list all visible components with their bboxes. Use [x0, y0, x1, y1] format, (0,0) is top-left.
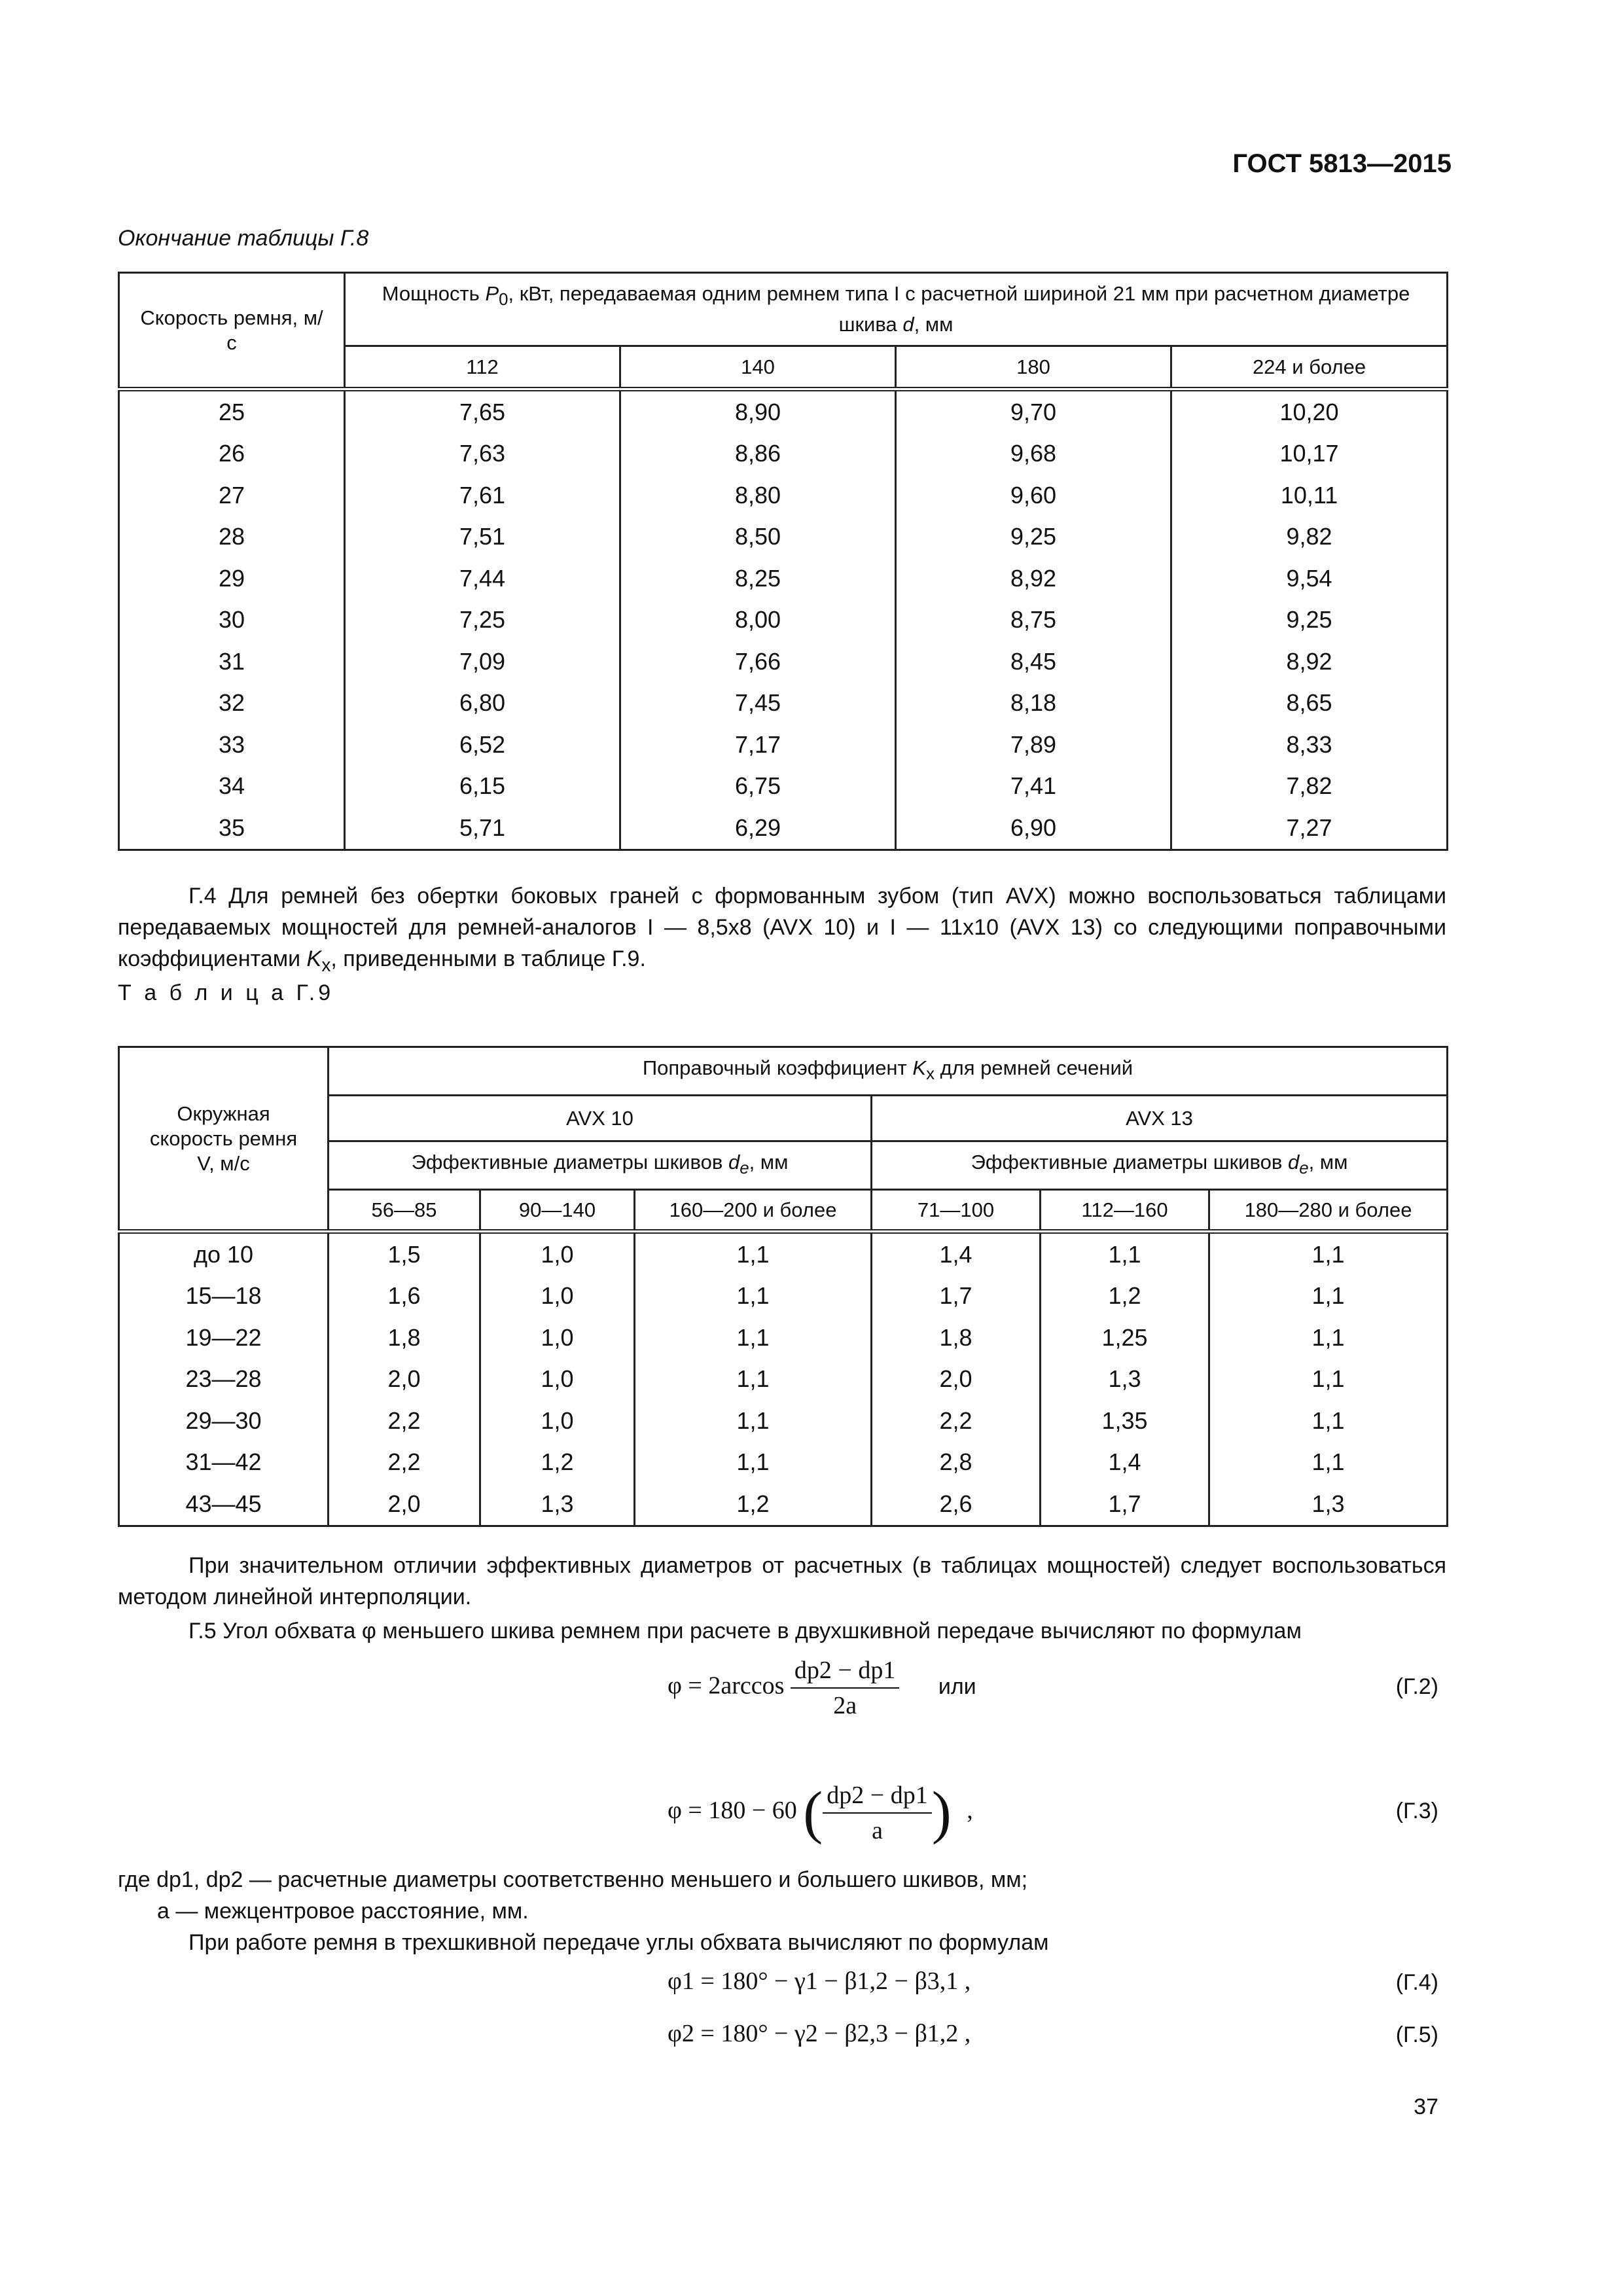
- sub-col: 56—85: [329, 1190, 480, 1232]
- standard-header: ГОСТ 5813—2015: [1232, 149, 1452, 178]
- table-cell: 1,7: [872, 1276, 1041, 1318]
- table-row: [119, 389, 1448, 433]
- table-row: [119, 683, 1448, 725]
- formula-g4: φ1 = 180° − γ1 − β1,2 − β3,1 ,: [668, 1967, 971, 1995]
- table-row: [119, 807, 1448, 850]
- table-cell: 8,45: [896, 641, 1171, 683]
- row-label: 31: [119, 641, 345, 683]
- formula-g4-number: (Г.4): [1395, 1970, 1438, 1995]
- table-cell: 1,4: [872, 1232, 1041, 1276]
- row-label: 30: [119, 600, 345, 641]
- table-cell: 8,80: [620, 475, 896, 516]
- table-cell: 9,68: [896, 433, 1171, 475]
- row-label: 19—22: [119, 1317, 329, 1359]
- eff-diameter-header: Эффективные диаметры шкивов $d_e$, мм: [872, 1141, 1448, 1190]
- table-cell: 1,1: [1209, 1442, 1448, 1484]
- table-cell: 1,1: [1041, 1232, 1209, 1276]
- table-row: [119, 724, 1448, 766]
- group-avx10: AVX 10: [329, 1096, 872, 1141]
- table-g9-body: [119, 1232, 1448, 1526]
- table-cell: 1,3: [480, 1483, 635, 1526]
- table-cell: 1,1: [1209, 1317, 1448, 1359]
- sub-col: 90—140: [480, 1190, 635, 1232]
- formula-g5: φ2 = 180° − γ2 − β2,3 − β1,2 ,: [668, 2020, 971, 2047]
- table-cell: 1,1: [635, 1232, 872, 1276]
- table-cell: 1,1: [635, 1317, 872, 1359]
- table-row: [119, 1400, 1448, 1442]
- row-label: 15—18: [119, 1276, 329, 1318]
- eff-diameter-header: Эффективные диаметры шкивов $d_e$, мм: [329, 1141, 872, 1190]
- table-cell: 1,1: [635, 1276, 872, 1318]
- table-row: [119, 641, 1448, 683]
- table-cell: 7,25: [345, 600, 620, 641]
- speed-header: Окружная скорость ремня V, м/с: [119, 1047, 329, 1232]
- coefficient-header: Поправочный коэффициент $K_x$ для ремней сечений: [329, 1047, 1448, 1096]
- speed-header: Скорость ремня, м/с: [119, 273, 345, 389]
- table-cell: 8,00: [620, 600, 896, 641]
- table-g8-body: [119, 389, 1448, 850]
- table-cell: 1,2: [480, 1442, 635, 1484]
- table-cell: 7,66: [620, 641, 896, 683]
- formula-g3: φ = 180 − 60 ( $\frac{dp2 - dp1}{a}$ ) ,: [668, 1780, 973, 1845]
- row-label: до 10: [119, 1232, 329, 1276]
- table-cell: 7,89: [896, 724, 1171, 766]
- table-cell: 9,70: [896, 389, 1171, 433]
- table-cell: 2,2: [872, 1400, 1041, 1442]
- table-cell: 10,17: [1171, 433, 1448, 475]
- table-cell: 1,2: [1041, 1276, 1209, 1318]
- table-cell: 8,92: [896, 558, 1171, 600]
- table-cell: 1,1: [1209, 1400, 1448, 1442]
- table-cell: 7,27: [1171, 807, 1448, 850]
- table-cell: 10,11: [1171, 475, 1448, 516]
- table-cell: 2,0: [329, 1359, 480, 1401]
- table-row: [119, 475, 1448, 516]
- table-cell: 1,35: [1041, 1400, 1209, 1442]
- table-cell: 2,2: [329, 1400, 480, 1442]
- table-cell: 1,3: [1209, 1483, 1448, 1526]
- table-cell: 1,3: [1041, 1359, 1209, 1401]
- sub-col: 112—160: [1041, 1190, 1209, 1232]
- table-cell: 1,1: [635, 1442, 872, 1484]
- row-label: 28: [119, 516, 345, 558]
- formula-g3-number: (Г.3): [1395, 1799, 1438, 1823]
- table-cell: 1,0: [480, 1232, 635, 1276]
- table-cell: 1,1: [1209, 1232, 1448, 1276]
- formula-g2: φ = 2arccos $\frac{dp2 - dp1}{2a}$ или: [668, 1657, 976, 1719]
- diameter-col: 180: [896, 346, 1171, 389]
- diameter-col: 224 и более: [1171, 346, 1448, 389]
- table-cell: 7,09: [345, 641, 620, 683]
- table-cell: 1,25: [1041, 1317, 1209, 1359]
- table-cell: 2,0: [872, 1359, 1041, 1401]
- table-cell: 5,71: [345, 807, 620, 850]
- table8-caption: Окончание таблицы Г.8: [118, 226, 369, 251]
- table-row: [119, 433, 1448, 475]
- table-cell: 7,51: [345, 516, 620, 558]
- table-cell: 2,6: [872, 1483, 1041, 1526]
- row-label: 27: [119, 475, 345, 516]
- sub-col: 160—200 и более: [635, 1190, 872, 1232]
- table-row: [119, 516, 1448, 558]
- table-cell: 10,20: [1171, 389, 1448, 433]
- table-cell: 1,2: [635, 1483, 872, 1526]
- table-cell: 8,25: [620, 558, 896, 600]
- table-cell: 8,50: [620, 516, 896, 558]
- table-row: [119, 1483, 1448, 1526]
- table-g8: [118, 272, 1448, 851]
- table-cell: 8,86: [620, 433, 896, 475]
- formula-g5-number: (Г.5): [1395, 2022, 1438, 2047]
- table-cell: 7,41: [896, 766, 1171, 808]
- table-cell: 1,0: [480, 1359, 635, 1401]
- table-cell: 9,60: [896, 475, 1171, 516]
- table-cell: 9,54: [1171, 558, 1448, 600]
- table-row: [119, 1442, 1448, 1484]
- row-label: 23—28: [119, 1359, 329, 1401]
- row-label: 31—42: [119, 1442, 329, 1484]
- table-cell: 1,0: [480, 1317, 635, 1359]
- row-label: 33: [119, 724, 345, 766]
- table-cell: 9,25: [1171, 600, 1448, 641]
- formula-g2-number: (Г.2): [1395, 1674, 1438, 1699]
- table-row: [119, 1276, 1448, 1318]
- table-cell: 2,0: [329, 1483, 480, 1526]
- table-cell: 9,82: [1171, 516, 1448, 558]
- sub-col: 71—100: [872, 1190, 1041, 1232]
- power-header: Мощность $P_0$, кВт, передаваемая одним ремнем типа I с расчетной шириной 21 мм при расчетном диаметре шкива d, мм: [345, 273, 1448, 346]
- table-cell: 2,2: [329, 1442, 480, 1484]
- table-row: [119, 1232, 1448, 1276]
- table-g9: [118, 1046, 1448, 1527]
- table-cell: 1,0: [480, 1276, 635, 1318]
- table-cell: 2,8: [872, 1442, 1041, 1484]
- table-cell: 8,65: [1171, 683, 1448, 725]
- table-cell: 6,90: [896, 807, 1171, 850]
- table-cell: 6,75: [620, 766, 896, 808]
- paragraph-interpolation: При значительном отличии эффективных диаметров от расчетных (в таблицах мощностей) следует воспользоваться методом линейной интерполяции.: [118, 1553, 1446, 1609]
- table-cell: 1,0: [480, 1400, 635, 1442]
- where-line-2: a — межцентровое расстояние, мм.: [157, 1899, 529, 1924]
- row-label: 32: [119, 683, 345, 725]
- table-cell: 9,25: [896, 516, 1171, 558]
- paragraph-g4: Г.4 Для ремней без обертки боковых граней с формованным зубом (тип AVX) можно воспользоваться таблицами передаваемых мощностей для ремней-аналогов I — 8,5х8 (AVX 10) и I — 11х10 (AVX 13) со следующими поправочными коэффициентами $K_x$, приведенными в таблице Г.9.: [118, 884, 1446, 976]
- table-cell: 6,29: [620, 807, 896, 850]
- table-cell: 1,8: [872, 1317, 1041, 1359]
- table-row: [119, 600, 1448, 641]
- table-cell: 7,45: [620, 683, 896, 725]
- row-label: 25: [119, 389, 345, 433]
- row-label: 29: [119, 558, 345, 600]
- table9-caption: Т а б л и ц а Г.9: [118, 980, 334, 1005]
- table-cell: 7,65: [345, 389, 620, 433]
- table-cell: 8,18: [896, 683, 1171, 725]
- table-cell: 1,5: [329, 1232, 480, 1276]
- table-cell: 1,6: [329, 1276, 480, 1318]
- group-avx13: AVX 13: [872, 1096, 1448, 1141]
- table-cell: 6,80: [345, 683, 620, 725]
- table-row: [119, 1359, 1448, 1401]
- page-number: 37: [1414, 2094, 1438, 2119]
- table-cell: 1,8: [329, 1317, 480, 1359]
- row-label: 43—45: [119, 1483, 329, 1526]
- table-cell: 8,90: [620, 389, 896, 433]
- table-cell: 6,52: [345, 724, 620, 766]
- table-cell: 8,75: [896, 600, 1171, 641]
- row-label: 29—30: [119, 1400, 329, 1442]
- table-cell: 8,92: [1171, 641, 1448, 683]
- table-cell: 1,1: [1209, 1276, 1448, 1318]
- table-cell: 1,1: [1209, 1359, 1448, 1401]
- table-cell: 7,63: [345, 433, 620, 475]
- diameter-col: 140: [620, 346, 896, 389]
- table-cell: 1,1: [635, 1400, 872, 1442]
- table-row: [119, 766, 1448, 808]
- sub-col: 180—280 и более: [1209, 1190, 1448, 1232]
- where-line-1: где dp1, dp2 — расчетные диаметры соответственно меньшего и большего шкивов, мм;: [118, 1867, 1028, 1892]
- table-cell: 7,44: [345, 558, 620, 600]
- table-cell: 7,61: [345, 475, 620, 516]
- table-cell: 7,82: [1171, 766, 1448, 808]
- table-cell: 6,15: [345, 766, 620, 808]
- row-label: 34: [119, 766, 345, 808]
- table-row: [119, 558, 1448, 600]
- table-row: [119, 1317, 1448, 1359]
- row-label: 26: [119, 433, 345, 475]
- table-cell: 8,33: [1171, 724, 1448, 766]
- table-cell: 1,4: [1041, 1442, 1209, 1484]
- row-label: 35: [119, 807, 345, 850]
- paragraph-three-pulley: При работе ремня в трехшкивной передаче углы обхвата вычисляют по формулам: [188, 1930, 1049, 1955]
- table-cell: 1,7: [1041, 1483, 1209, 1526]
- paragraph-g5: Г.5 Угол обхвата φ меньшего шкива ремнем при расчете в двухшкивной передаче вычисляют по формулам: [188, 1619, 1302, 1643]
- diameter-col: 112: [345, 346, 620, 389]
- table-cell: 7,17: [620, 724, 896, 766]
- table-cell: 1,1: [635, 1359, 872, 1401]
